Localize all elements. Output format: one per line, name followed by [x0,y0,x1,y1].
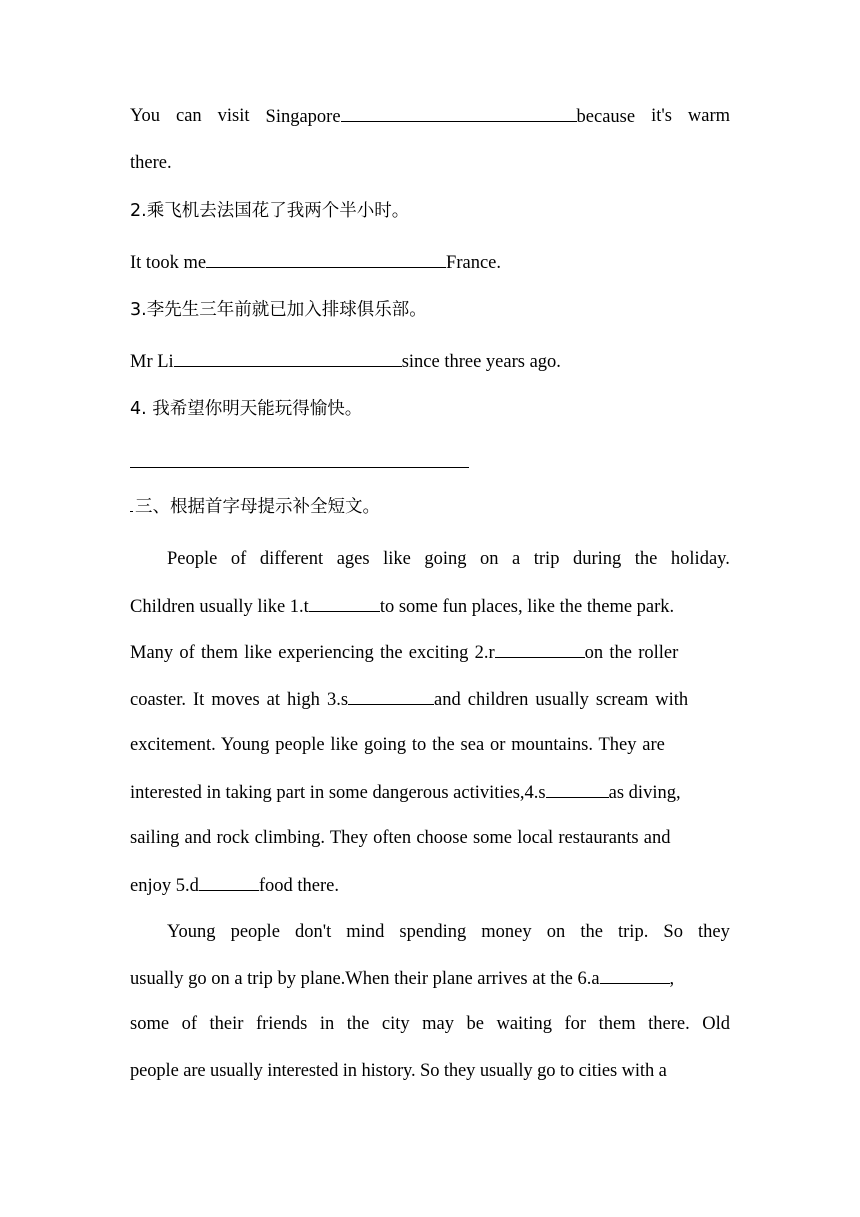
passage-text: enjoy 5.d [130,876,199,896]
answer-blank-3[interactable] [174,347,402,367]
passage-text: , [669,969,675,989]
word: of [230,549,247,569]
passage-blank-5[interactable] [199,871,259,891]
passage-blank-1[interactable] [309,592,380,612]
passage-line [130,778,730,807]
word: visit [217,106,250,126]
item3-after: since three years ago. [401,352,561,372]
item2-after: France. [446,253,502,273]
word: You [130,106,161,126]
passage-text: coaster. It moves at high 3.s [130,690,349,710]
word: People [167,549,218,569]
passage-line: people are usually interested in history. So they usually go to cities with a [130,1061,667,1081]
word: for [564,1014,587,1034]
word: them [598,1014,636,1034]
section3-heading [130,493,730,521]
answer-blank-2[interactable] [206,248,446,268]
word: on [480,549,499,569]
word: the [634,549,658,569]
heading-mark [130,494,133,512]
word: trip. [618,922,649,942]
word: Singapore [265,107,341,127]
passage-line [130,964,730,993]
passage-text: and children usually scream with [434,690,689,710]
word: a [512,549,521,569]
passage-line [130,638,730,667]
word: don't [294,922,332,942]
word: going [424,549,467,569]
word: spending [399,922,467,942]
passage-blank-3[interactable] [348,685,434,705]
item2-answer-line [130,248,730,277]
passage-line [130,1010,730,1038]
item3-answer-line [130,347,730,376]
item3-before: Mr Li [130,352,174,372]
word: friends [255,1014,308,1034]
passage-line [130,592,730,621]
item2-prompt: 2.乘飞机去法国花了我两个半小时。 [130,201,410,221]
word: trip [533,549,560,569]
item4-prompt: 4. 我希望你明天能玩得愉快。 [130,399,363,419]
passage-blank-6[interactable] [600,964,670,984]
passage-line: excitement. Young people like going to the sea or mountains. They are [130,735,665,755]
word: in [319,1014,335,1034]
item2-before: It took me [130,253,207,273]
passage-text: Children usually like 1.t [130,597,309,617]
word: some [130,1014,170,1034]
word: warm [687,106,730,126]
word: So [663,922,683,942]
word: of [181,1014,197,1034]
word: people [230,922,280,942]
word: their [209,1014,244,1034]
section3-heading-text: 三、根据首字母提示补全短文。 [135,497,380,517]
passage-line [130,871,730,900]
word: ages [336,549,370,569]
passage-text: usually go on a trip by plane.When their plane arrives at the 6.a [130,969,600,989]
word: holiday. [670,549,730,569]
word: can [176,106,202,126]
blank-segment [266,102,636,131]
passage-text: food there. [258,876,339,896]
word: Young [167,922,216,942]
passage-text: interested in taking part in some dangerous activities,4.s [130,783,546,803]
word: waiting [496,1014,552,1034]
word: mind [346,922,385,942]
word: they [698,922,730,942]
passage-text: on the roller [584,643,679,663]
word: like [383,549,411,569]
passage-line [130,918,730,946]
answer-blank-1[interactable] [341,102,577,122]
item3-prompt: 3.李先生三年前就已加入排球俱乐部。 [130,300,427,320]
word: may [422,1014,454,1034]
item1-wrap: there. [130,153,172,173]
word: money [481,922,532,942]
word: the [346,1014,370,1034]
word: the [580,922,603,942]
passage-text: to some fun places, like the theme park. [379,597,675,617]
word: different [259,549,324,569]
passage-text: as diving, [608,783,681,803]
item1-line [130,102,730,131]
word: city [381,1014,410,1034]
passage-blank-2[interactable] [495,638,585,658]
passage-blank-4[interactable] [546,778,609,798]
word: on [546,922,566,942]
passage-line [130,685,730,714]
word: there. [648,1014,690,1034]
passage-line: sailing and rock climbing. They often choose some local restaurants and [130,828,671,848]
word: Old [702,1014,730,1034]
word: because [576,107,636,127]
passage-line [130,545,730,573]
passage-text: Many of them like experiencing the exciting 2.r [130,643,495,663]
word: it's [651,106,672,126]
word: be [466,1014,484,1034]
answer-blank-4[interactable] [130,467,469,468]
word: during [572,549,622,569]
